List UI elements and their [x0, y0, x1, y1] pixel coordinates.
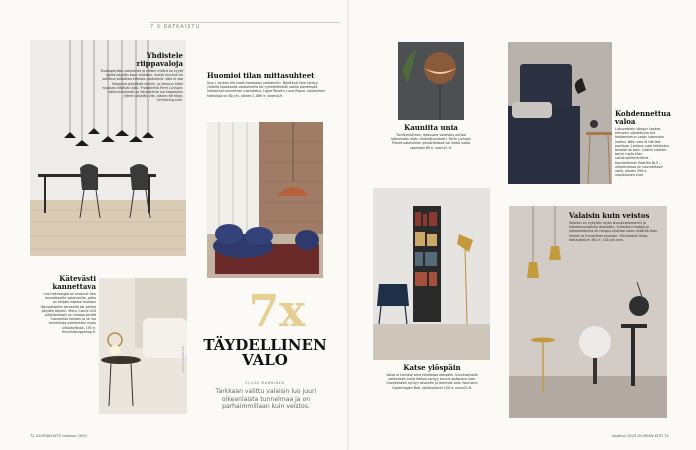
pendants-body: Valaisin on nykyään myös sisustuselementti ja katseenvangitsija itsessään. Erikoisia muotoja ja jalkavalaisimia on helppo sijoittaa valon määrää tilan ilmeen ja tunnelman mukaan. Viimeisenä Hoop-lattiavalaisin 361 e, 101cph.com. [569, 221, 657, 242]
living-textbox [207, 72, 325, 98]
bedside-title: Kohdennettua valoa [615, 109, 671, 126]
title-number: 7x [248, 286, 306, 337]
living-room-illustration [207, 122, 323, 278]
reading-corner-illustration [373, 188, 490, 360]
desk-title: Kätevästi kannettava [52, 274, 96, 291]
bedside-textbox [615, 110, 671, 177]
byline: ELIISA MANNINEN [245, 381, 285, 385]
photo-living [207, 122, 323, 278]
living-title: Huomioi tilan mittasuhteet [207, 71, 315, 80]
reading-title: Katse ylöspäin [403, 363, 461, 372]
photo-credit: KUVAT: VALMISTAJAT [182, 345, 185, 372]
main-headline: TÄYDELLINEN VALO [203, 336, 327, 369]
photo-wall-lamp [398, 42, 464, 120]
photo-reading [373, 188, 490, 360]
desk-textbox [40, 275, 96, 334]
photo-desk [99, 278, 187, 414]
photo-bedside [508, 42, 612, 184]
reading-textbox [382, 364, 482, 390]
photo-pendants [509, 206, 667, 418]
dining-title: Yhdistele riippavaloja [136, 51, 183, 68]
bedroom-wall-title: Kauniita unia [404, 123, 458, 132]
bedside-illustration [508, 42, 612, 184]
desk-body: Uusi teknologia on avannut tien kannettaville valaisimille, jotka on helppo napata mukaan illanviettoihin terassille tai vaikka pöydän ääreen. Menu Carrie LED -pöytävalaisin on helppo siirtää huoneesta toiseen ja se luo tunnelmaa esimerkiksi myös ulkokäytössä. 195 e, finnishdesignshop.fi. [40, 292, 96, 334]
dining-textbox [100, 52, 183, 103]
section-tag: 7 X RATKAISTU [150, 22, 340, 30]
pendants-textbox [569, 212, 663, 242]
reading-body: Valoa ei tarvitse aina kohdistaa alaspäin. Suuntaamalla valaisimen kohti kattoa syntyy kaunis epäsuora valo. Huoneeseen syntyy tasainen ja pehmeä valo. Normann Copenhagen Bolt -jalkavalaisin 159 e, room21.fi. [386, 373, 478, 390]
lede-text: Tarkkaan valittu valaisin luo juuri oikeanlaista tunnelmaa ja on parhaimmillaan kuin veistos. [215, 388, 317, 410]
bedroom-wall-textbox [390, 124, 472, 150]
folio-right: lokakuu 2020 GLORIAN KOTI 73 [612, 434, 669, 438]
bedside-body: Lukuvalaisin sängyn taakse erikseen sijoitettuna tuo kohdennetun valon lukemista varten. Näin valo ei häiritse puolisoa. Lampun valo kohdistuu tarkasti kirjaan. Lisäksi valaisin toimii myös tilan sisustuselementtinä. Koristeellinen Bestlite BL5 -valaisimessa on taivutettava varsi, alkaen 399 e, vepsalainen.com. [615, 127, 670, 178]
desk-lamp-illustration [99, 278, 187, 414]
dining-body: Ruokapöydän valaisimet ja niiden määrä on syytä valita pöydän koon mukaan, mutta muuten on sallittua sekoittaa erilaisia valaisimia. Valo ei saa heijastua pöydästä silmiin, ja lampun tulee ripustaa riittävän alas. Yhdistelmä Ferm Livingin: Valaisinvarjostin ja Varjostimia luo haastavan rytmin pöydän ylle, alkaen 69 e/kpl, fermliving.com. [100, 69, 183, 103]
pendants-title: Valaisin kuin veistos [569, 211, 650, 220]
folio-left: 72 GLORIAN KOTI lokakuu 2020 [30, 434, 87, 438]
wall-lamp-illustration [398, 42, 464, 120]
bedroom-wall-body: Tunnelmallinen, epäsuora valaistus auttaa laittamaan arjen rauhoittumiseen. Ferm Livingin Planet-valaisimen ympäristössä voi lukea valoa sopivasti 69 e, room21.fi. [391, 133, 471, 150]
photo-dining [30, 40, 186, 256]
living-body: Suuri, korkea tila vaatii kookkaan valaisimen. Näyttävä ilme syntyy yhdellä kookkaalla valaisimella tai ryhmittämällä useita pienempiä valaisimia tunnelman luomiseksi. Ligne Roset'n Luna Rossa -valaisimen halkaisija on 80 cm, alkaen 1 069 e, skanno.fi. [207, 81, 325, 98]
page-gutter [347, 0, 349, 450]
